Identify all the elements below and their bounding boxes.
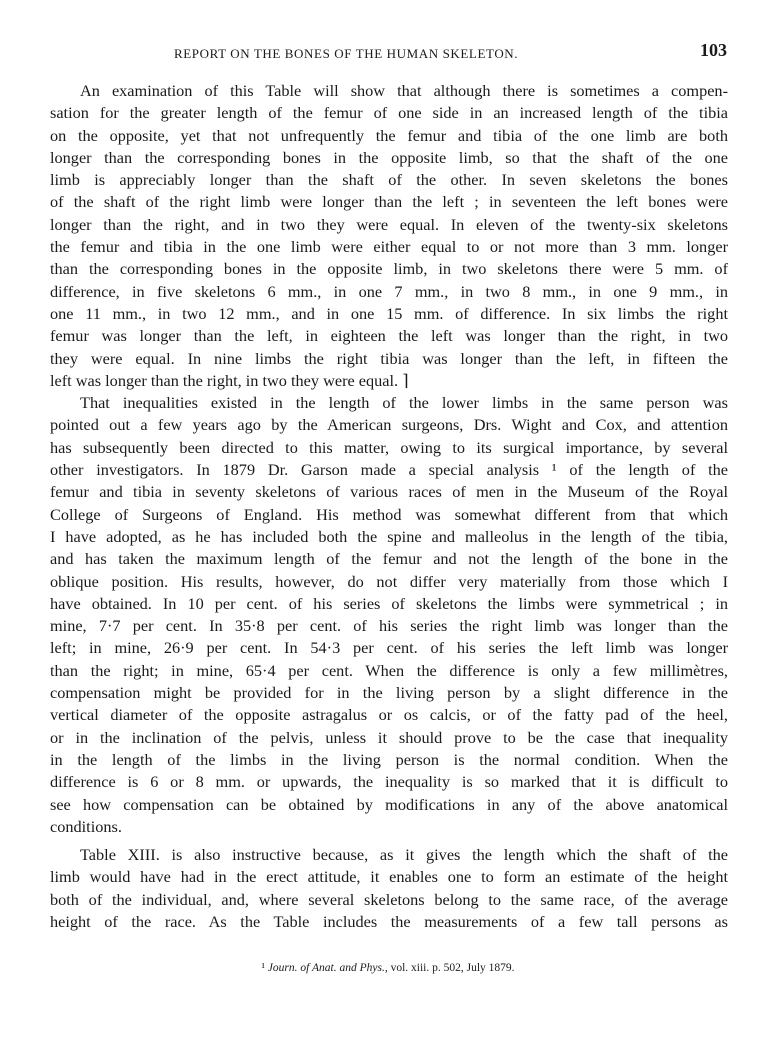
text-line: than the right; in mine, 65·4 per cent. When the difference is only a few millimètres, [50,660,728,680]
text-line: longer than the corresponding bones in the opposite limb, so that the shaft of the one [50,147,728,167]
footnote-details: , vol. xiii. p. 502, July 1879. [384,962,515,974]
text-line: height of the race. As the Table includes the measurements of a few tall persons as [50,911,728,931]
text-line: have obtained. In 10 per cent. of his series of skeletons the limbs were symmetrical ; in [50,593,728,613]
text-line: left was longer than the right, in two they were equal. ⌉ [50,370,409,390]
text-line: of the shaft of the right limb were longer than the left ; in seventeen the left bones were [50,192,728,212]
text-line: left; in mine, 26·9 per cent. In 54·3 per cent. of his series the left limb was longer [50,638,728,658]
paragraph-2 [50,392,728,838]
paragraph-1 [50,80,728,392]
text-line: than the corresponding bones in the opposite limb, in two skeletons there were 5 mm. of [50,259,728,279]
text-line: or in the inclination of the pelvis, unless it should prove to be the case that inequality [50,727,728,747]
footnote-source: Journ. of Anat. and Phys. [267,962,385,974]
text-line: oblique position. His results, however, do not differ very materially from those which I [50,571,728,591]
text-line: the femur and tibia in the one limb were either equal to or not more than 3 mm. longer [50,237,728,257]
text-line: has subsequently been directed to this matter, owing to its surgical importance, by several [50,437,728,457]
text-line: pointed out a few years ago by the American surgeons, Drs. Wight and Cox, and attention [50,415,728,435]
body-text [50,80,728,933]
text-line: difference is 6 or 8 mm. or upwards, the inequality is so marked that it is difficult to [50,772,728,792]
text-line: femur was longer than the left, in eighteen the left was longer than the right, in two [50,326,728,346]
text-line: they were equal. In nine limbs the right tibia was longer than the left, in fifteen the [50,348,728,368]
text-line: An examination of this Table will show that although there is sometimes a compen- [80,81,728,100]
text-line: compensation might be provided for in the living person by a slight difference in the [50,683,728,703]
text-line: in the length of the limbs in the living person is the normal condition. When the [50,749,728,769]
text-line: longer than the right, and in two they were equal. In eleven of the twenty-six skeletons [50,214,728,234]
text-line: other investigators. In 1879 Dr. Garson made a special analysis ¹ of the length of the [50,460,728,480]
text-line: vertical diameter of the opposite astragalus or os calcis, or of the fatty pad of the heel, [50,705,728,725]
text-line: Table XIII. is also instructive because, as it gives the length which the shaft of the [80,845,728,865]
text-line: one 11 mm., in two 12 mm., and in one 15 mm. of difference. In six limbs the right [50,303,728,323]
text-line: mine, 7·7 per cent. In 35·8 per cent. of his series the right limb was longer than the [50,616,728,636]
text-line: sation for the greater length of the femur of one side in an increased length of the tibia [50,103,728,123]
text-line: limb is appreciably longer than the shaft of the other. In seven skeletons the bones [50,170,728,190]
page-number: 103 [700,40,727,60]
page-header [0,40,776,64]
text-line: limb would have had in the erect attitude, it enables one to form an estimate of the height [50,867,728,887]
text-line: both of the individual, and, where several skeletons belong to the same race, of the average [50,889,728,909]
running-title: REPORT ON THE BONES OF THE HUMAN SKELETON. [174,46,519,61]
text-line: I have adopted, as he has included both the spine and malleolus in the length of the tibia, [50,526,728,546]
text-line: College of Surgeons of England. His method was somewhat different from that which [50,504,728,524]
text-line: femur and tibia in seventy skeletons of various races of men in the Museum of the Royal [50,482,728,502]
footnote-marker: ¹ [261,962,265,974]
text-line: and has taken the maximum length of the femur and not the length of the bone in the [50,549,728,569]
text-line: difference, in five skeletons 6 mm., in one 7 mm., in two 8 mm., in one 9 mm., in [50,281,728,301]
text-line: see how compensation can be obtained by modifications in any of the above anatomical [50,794,728,814]
text-line: conditions. [50,816,122,836]
text-line: on the opposite, yet that not unfrequently the femur and tibia of the one limb are both [50,125,728,145]
paragraph-3 [50,844,728,933]
footnote [0,962,776,974]
text-line: That inequalities existed in the length of the lower limbs in the same person was [80,393,728,413]
